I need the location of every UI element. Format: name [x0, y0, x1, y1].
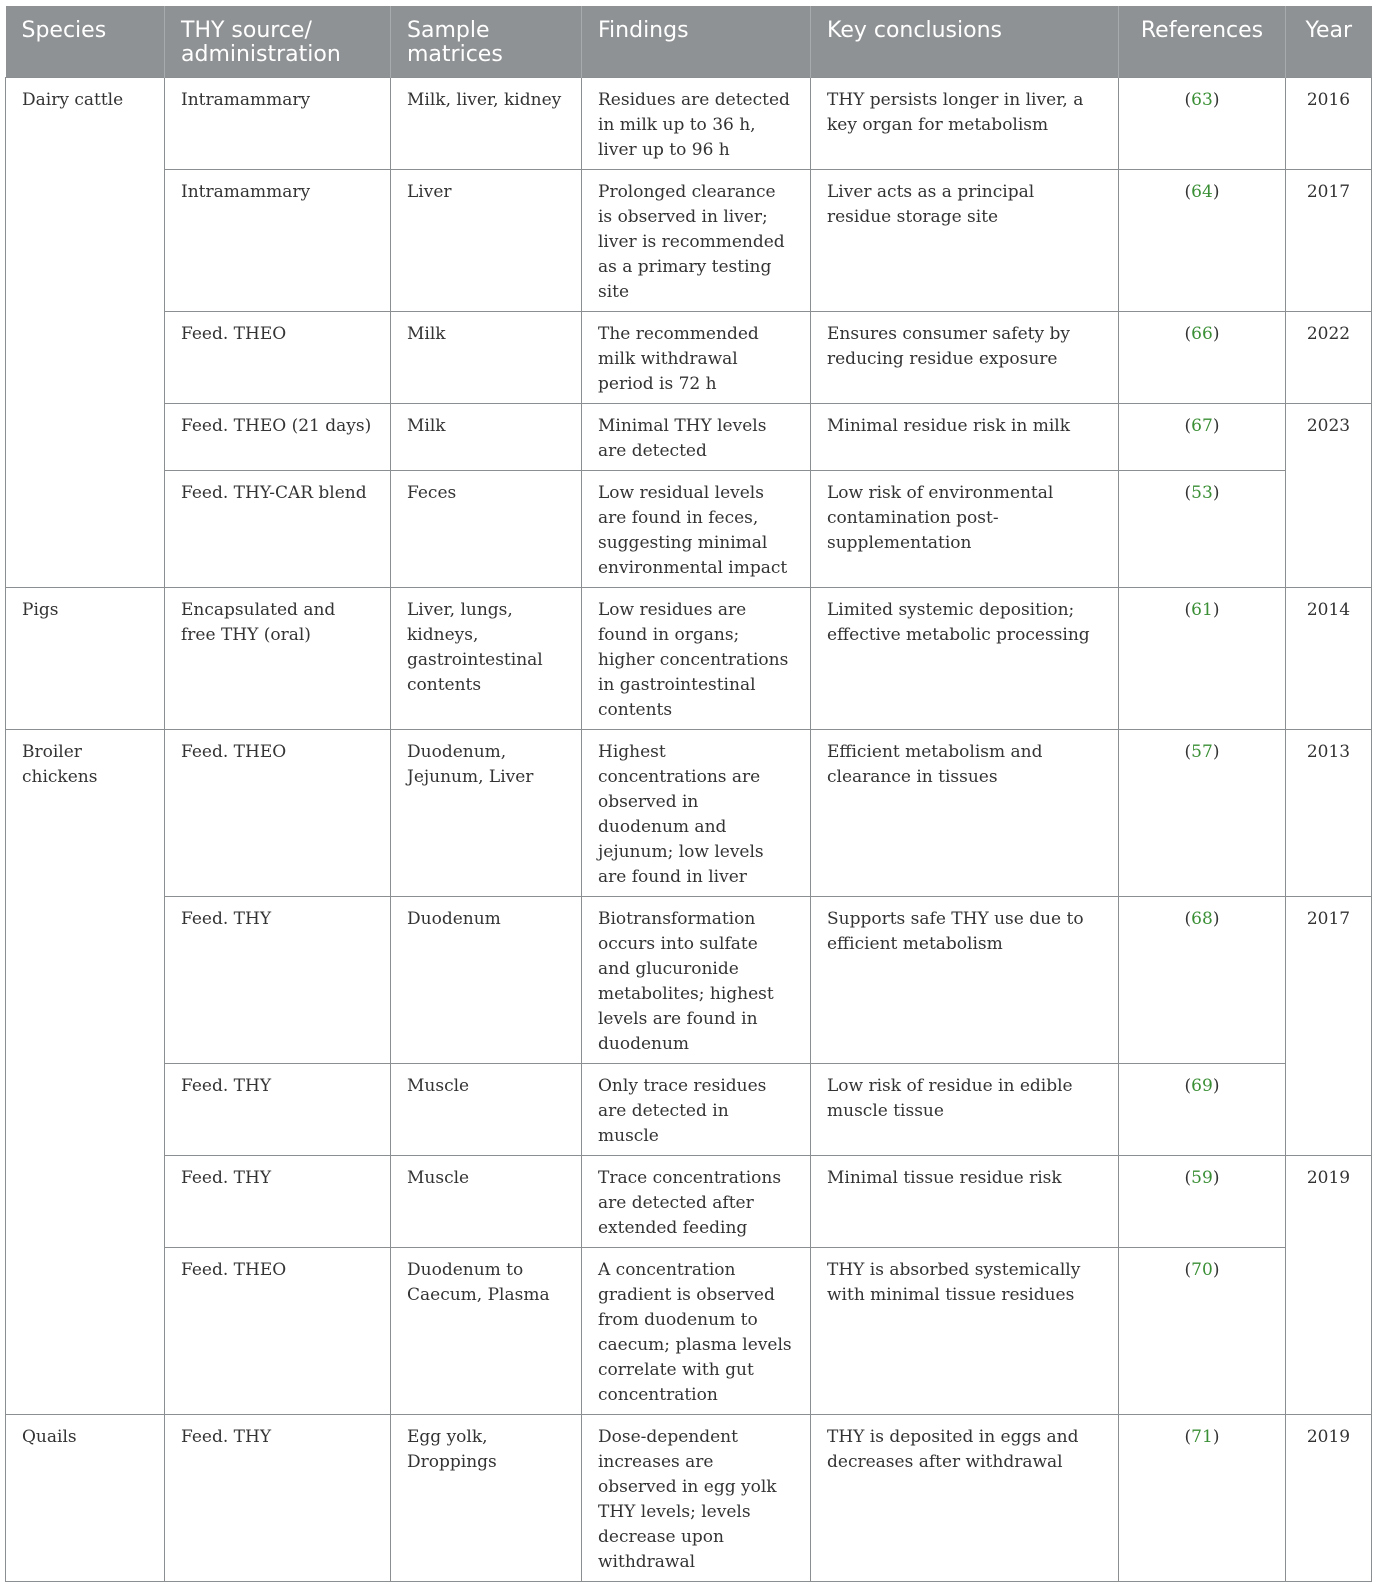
table-row: [6, 730, 1372, 897]
reference-cell: (66): [1119, 312, 1286, 404]
reference-link[interactable]: 68: [1191, 909, 1213, 929]
year-cell: 2017: [1286, 170, 1372, 312]
matrices-cell: Liver: [391, 170, 582, 312]
reference-link[interactable]: 64: [1191, 182, 1213, 202]
matrices-cell: Duodenum, Jejunum, Liver: [391, 730, 582, 897]
matrices-cell: Milk, liver, kidney: [391, 78, 582, 170]
findings-cell: Trace concentrations are detected after extended feeding: [582, 1156, 811, 1248]
conclusions-cell: Supports safe THY use due to efficient metabolism: [811, 897, 1119, 1064]
matrices-cell: Liver, lungs, kidneys, gastrointestinal contents: [391, 588, 582, 730]
reference-link[interactable]: 66: [1191, 324, 1213, 344]
species-cell: Quails: [6, 1415, 165, 1582]
reference-link[interactable]: 59: [1191, 1168, 1213, 1188]
reference-link[interactable]: 70: [1191, 1260, 1213, 1280]
reference-cell: (61): [1119, 588, 1286, 730]
matrices-cell: Duodenum to Caecum, Plasma: [391, 1248, 582, 1415]
findings-cell: Low residues are found in organs; higher concentrations in gastrointestinal contents: [582, 588, 811, 730]
conclusions-cell: Minimal residue risk in milk: [811, 404, 1119, 471]
table-row: [6, 78, 1372, 170]
source-cell: Feed. THY: [165, 1064, 391, 1156]
reference-cell: (59): [1119, 1156, 1286, 1248]
findings-cell: Prolonged clearance is observed in liver; liver is recommended as a primary testing site: [582, 170, 811, 312]
conclusions-cell: Minimal tissue residue risk: [811, 1156, 1119, 1248]
table-row: [6, 1248, 1372, 1415]
year-cell: 2023: [1286, 404, 1372, 588]
year-cell: 2017: [1286, 897, 1372, 1156]
conclusions-cell: THY is absorbed systemically with minimal tissue residues: [811, 1248, 1119, 1415]
conclusions-cell: Ensures consumer safety by reducing residue exposure: [811, 312, 1119, 404]
findings-cell: Minimal THY levels are detected: [582, 404, 811, 471]
reference-cell: (67): [1119, 404, 1286, 471]
matrices-cell: Muscle: [391, 1064, 582, 1156]
source-cell: Feed. THY: [165, 897, 391, 1064]
reference-link[interactable]: 67: [1191, 416, 1213, 436]
reference-cell: (71): [1119, 1415, 1286, 1582]
matrices-cell: Milk: [391, 404, 582, 471]
conclusions-cell: Liver acts as a principal residue storage site: [811, 170, 1119, 312]
table-row: [6, 312, 1372, 404]
conclusions-cell: Efficient metabolism and clearance in tissues: [811, 730, 1119, 897]
findings-cell: Only trace residues are detected in muscle: [582, 1064, 811, 1156]
year-cell: 2019: [1286, 1415, 1372, 1582]
table-row: [6, 897, 1372, 1064]
findings-cell: Low residual levels are found in feces, suggesting minimal environmental impact: [582, 471, 811, 588]
reference-cell: (64): [1119, 170, 1286, 312]
findings-cell: The recommended milk withdrawal period is 72 h: [582, 312, 811, 404]
year-cell: 2013: [1286, 730, 1372, 897]
conclusions-cell: THY persists longer in liver, a key organ for metabolism: [811, 78, 1119, 170]
findings-cell: Dose-dependent increases are observed in egg yolk THY levels; levels decrease upon withdrawal: [582, 1415, 811, 1582]
table-row: [6, 588, 1372, 730]
table-row: [6, 1415, 1372, 1582]
header-findings: Findings: [582, 6, 811, 78]
reference-link[interactable]: 71: [1191, 1427, 1213, 1447]
conclusions-cell: THY is deposited in eggs and decreases after withdrawal: [811, 1415, 1119, 1582]
findings-cell: Highest concentrations are observed in duodenum and jejunum; low levels are found in liver: [582, 730, 811, 897]
table-row: [6, 471, 1372, 588]
findings-cell: Biotransformation occurs into sulfate and glucuronide metabolites; highest levels are found in duodenum: [582, 897, 811, 1064]
reference-cell: (57): [1119, 730, 1286, 897]
source-cell: Feed. THY-CAR blend: [165, 471, 391, 588]
findings-cell: Residues are detected in milk up to 36 h, liver up to 96 h: [582, 78, 811, 170]
header-source: THY source/ administration: [165, 6, 391, 78]
header-conclusions: Key conclusions: [811, 6, 1119, 78]
source-cell: Feed. THEO: [165, 730, 391, 897]
table-row: [6, 1064, 1372, 1156]
reference-cell: (63): [1119, 78, 1286, 170]
reference-link[interactable]: 53: [1191, 483, 1213, 503]
year-cell: 2014: [1286, 588, 1372, 730]
species-cell: Broiler chickens: [6, 730, 165, 1415]
matrices-cell: Egg yolk, Droppings: [391, 1415, 582, 1582]
reference-link[interactable]: 57: [1191, 742, 1213, 762]
header-row: [6, 6, 1372, 78]
reference-cell: (70): [1119, 1248, 1286, 1415]
year-cell: 2019: [1286, 1156, 1372, 1415]
source-cell: Intramammary: [165, 170, 391, 312]
year-cell: 2016: [1286, 78, 1372, 170]
year-cell: 2022: [1286, 312, 1372, 404]
table-row: [6, 170, 1372, 312]
reference-link[interactable]: 63: [1191, 90, 1213, 110]
matrices-cell: Feces: [391, 471, 582, 588]
matrices-cell: Muscle: [391, 1156, 582, 1248]
header-matrices: Sample matrices: [391, 6, 582, 78]
source-cell: Feed. THEO (21 days): [165, 404, 391, 471]
conclusions-cell: Low risk of environmental contamination post-supplementation: [811, 471, 1119, 588]
header-references: References: [1119, 6, 1286, 78]
source-cell: Feed. THEO: [165, 312, 391, 404]
matrices-cell: Milk: [391, 312, 582, 404]
header-species: Species: [6, 6, 165, 78]
species-cell: Dairy cattle: [6, 78, 165, 588]
conclusions-cell: Low risk of residue in edible muscle tissue: [811, 1064, 1119, 1156]
reference-cell: (53): [1119, 471, 1286, 588]
residue-table: [5, 6, 1372, 1582]
table-row: [6, 1156, 1372, 1248]
table-row: [6, 404, 1372, 471]
source-cell: Encapsulated and free THY (oral): [165, 588, 391, 730]
matrices-cell: Duodenum: [391, 897, 582, 1064]
species-cell: Pigs: [6, 588, 165, 730]
findings-cell: A concentration gradient is observed from duodenum to caecum; plasma levels correlate with gut concentration: [582, 1248, 811, 1415]
header-year: Year: [1286, 6, 1372, 78]
reference-link[interactable]: 69: [1191, 1076, 1213, 1096]
reference-link[interactable]: 61: [1191, 600, 1213, 620]
source-cell: Intramammary: [165, 78, 391, 170]
source-cell: Feed. THY: [165, 1415, 391, 1582]
source-cell: Feed. THEO: [165, 1248, 391, 1415]
conclusions-cell: Limited systemic deposition; effective metabolic processing: [811, 588, 1119, 730]
reference-cell: (68): [1119, 897, 1286, 1064]
reference-cell: (69): [1119, 1064, 1286, 1156]
source-cell: Feed. THY: [165, 1156, 391, 1248]
